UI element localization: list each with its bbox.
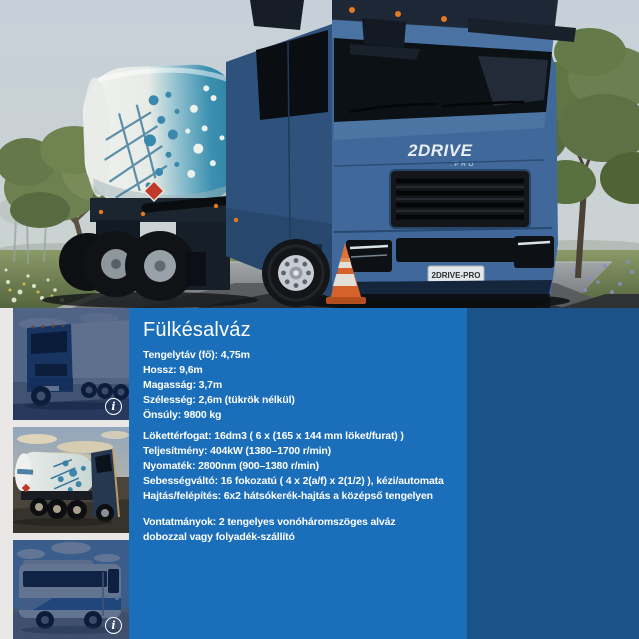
- mirror-left: [362, 18, 406, 48]
- info-icon[interactable]: i: [105, 398, 122, 415]
- spec-line: Lökettérfogat: 16dm3 ( 6 x (165 x 144 mm löket/furat) ): [143, 430, 404, 442]
- license-plate-text: 2DRIVE-PRO: [431, 271, 481, 280]
- spec-line: Sebességváltó: 16 fokozatú ( 4 x 2(a/f) x 2(1/2) ), kézi/automata: [143, 475, 444, 487]
- front-left-wheel: [262, 239, 330, 307]
- bumper-intake: [396, 238, 524, 262]
- spec-dimensions: [143, 348, 295, 423]
- spec-line: Hossz: 9,6m: [143, 364, 203, 376]
- mirror-top-left: [250, 0, 304, 30]
- vehicle-thumbnail-bus[interactable]: [13, 540, 129, 639]
- spec-line: Önsúly: 9800 kg: [143, 409, 222, 421]
- spec-line: Teljesítmény: 404kW (1380–1700 r/min): [143, 445, 332, 457]
- spec-line: Nyomaték: 2800nm (900–1380 r/min): [143, 460, 319, 472]
- vehicle-thumbnail-tanker-selected[interactable]: [13, 427, 129, 533]
- tanker-thumbnail-image: [13, 427, 129, 533]
- scene-render: [0, 0, 639, 308]
- truck-logo-text: 2DRIVE: [408, 141, 473, 160]
- spec-line: Szélesség: 2,6m (tükrök nélkül): [143, 394, 295, 406]
- grille: [390, 170, 530, 228]
- vehicle-info-section: [0, 308, 639, 639]
- spec-line: dobozzal vagy folyadék-szállító: [143, 531, 295, 543]
- spec-line: Hajtás/felépítés: 6x2 hátsókerék-hajtás a középső tengelyen: [143, 490, 433, 502]
- vehicle-spec-panel: [129, 308, 467, 639]
- truck-logo-sub-text: .PRO: [450, 161, 476, 168]
- truck-cab: [226, 0, 576, 308]
- info-icon[interactable]: i: [105, 617, 122, 634]
- spec-line: Tengelytáv (fő): 4,75m: [143, 349, 250, 361]
- vehicle-thumbnail-semi-truck[interactable]: [13, 308, 129, 420]
- headlight-right: [514, 236, 554, 268]
- headlight-left: [346, 240, 392, 272]
- spec-towing: [143, 515, 395, 545]
- side-panel-dark: [467, 308, 639, 639]
- vehicle-title: Fülkésalváz: [143, 319, 251, 341]
- spec-line: Magasság: 3,7m: [143, 379, 223, 391]
- spec-line: Vontatmányok: 2 tengelyes vonóháromszöges alváz: [143, 516, 396, 528]
- vehicle-3d-viewport[interactable]: [0, 0, 639, 308]
- spec-drivetrain: [143, 429, 444, 504]
